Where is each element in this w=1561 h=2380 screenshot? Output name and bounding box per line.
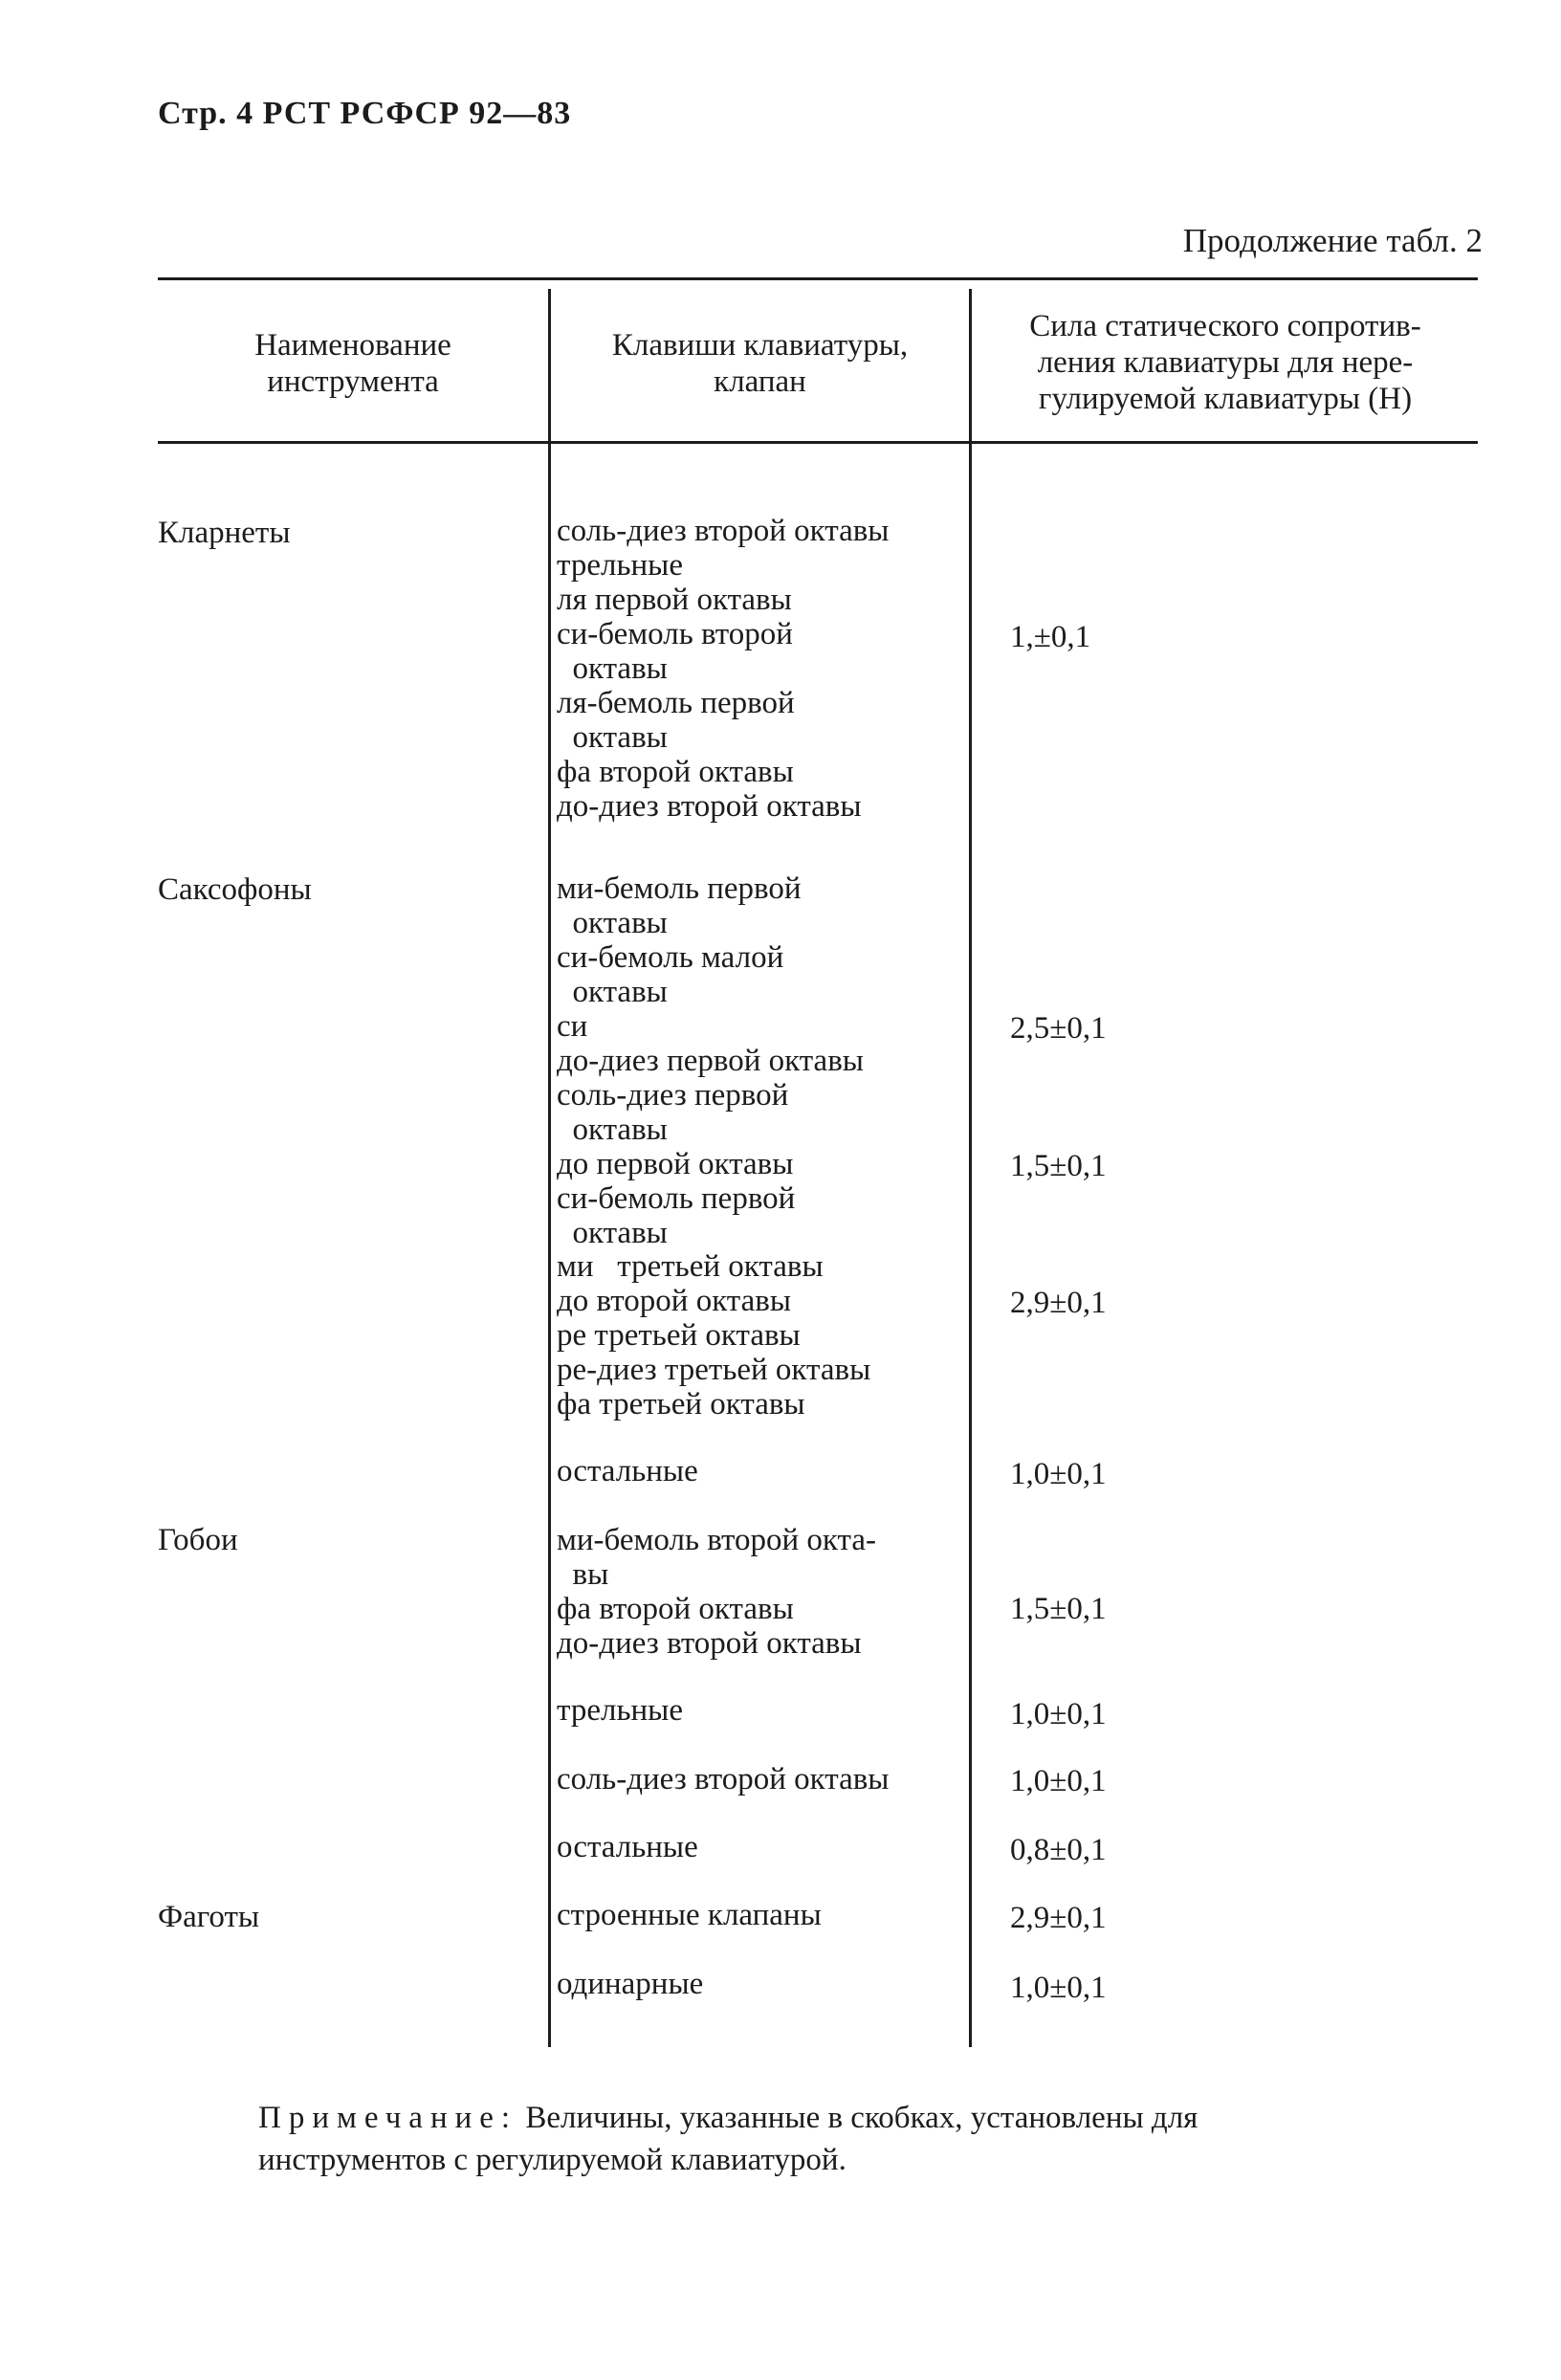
keys-cell: соль-диез второй октавы: [557, 1762, 890, 1796]
table-header-rule: [158, 441, 1478, 444]
keys-cell: ми третьей октавы до второй октавы ре третьей октавы ре-диез третьей октавы фа третьей октавы: [557, 1249, 871, 1421]
column-header-instrument: Наименование инструмента: [254, 328, 451, 399]
table-note: [258, 2097, 1481, 2139]
table-top-rule: [158, 277, 1478, 280]
page-header: Стр. 4 РСТ РСФСР 92—83: [158, 96, 572, 131]
column-divider-2: [969, 289, 972, 2047]
note-text: Величины, указанные в скобках, установлены для: [525, 2101, 1198, 2135]
keys-cell: ми-бемоль второй окта- вы фа второй октавы до-диез второй октавы: [557, 1523, 876, 1661]
keys-cell: ми-бемоль первой октавы си-бемоль малой октавы си до-диез первой октавы: [557, 871, 864, 1078]
column-header-force: Сила статического сопротив- ления клавиатуры для нере- гулируемой клавиатуры (Н): [1029, 309, 1421, 416]
keys-cell: остальные: [557, 1830, 698, 1864]
note-label: Примечание:: [258, 2101, 518, 2135]
force-value: 1,5±0,1: [1010, 1592, 1107, 1626]
force-value: 1,0±0,1: [1010, 1971, 1107, 2005]
table-continuation-label: Продолжение табл. 2: [1182, 222, 1483, 259]
force-value: 2,9±0,1: [1010, 1901, 1107, 1935]
force-value: 2,5±0,1: [1010, 1011, 1107, 1046]
instrument-saxophones: Саксофоны: [158, 872, 312, 907]
force-value: 1,0±0,1: [1010, 1697, 1107, 1731]
instrument-oboes: Гобои: [158, 1523, 238, 1557]
table-note-continued: инструментов с регулируемой клавиатурой.: [258, 2143, 846, 2177]
column-divider-1: [548, 289, 551, 2047]
keys-cell: трельные: [557, 1693, 683, 1728]
force-value: 1,0±0,1: [1010, 1764, 1107, 1798]
force-value: 1,±0,1: [1010, 620, 1091, 654]
keys-cell: одинарные: [557, 1967, 704, 2001]
keys-cell: соль-диез первой октавы до первой октавы си-бемоль первой октавы: [557, 1078, 796, 1250]
keys-cell: соль-диез второй октавы трельные ля первой октавы си-бемоль второй октавы ля-бемоль первой октавы фа второй октавы до-диез второй октавы: [557, 514, 890, 824]
column-header-keys: Клавиши клавиатуры, клапан: [611, 328, 909, 399]
keys-cell: остальные: [557, 1454, 698, 1488]
keys-cell: строенные клапаны: [557, 1898, 822, 1932]
instrument-bassoons: Фаготы: [158, 1900, 260, 1934]
force-value: 2,9±0,1: [1010, 1286, 1107, 1320]
force-value: 1,0±0,1: [1010, 1457, 1107, 1491]
force-value: 1,5±0,1: [1010, 1149, 1107, 1183]
instrument-clarinets: Кларнеты: [158, 516, 291, 550]
force-value: 0,8±0,1: [1010, 1833, 1107, 1867]
